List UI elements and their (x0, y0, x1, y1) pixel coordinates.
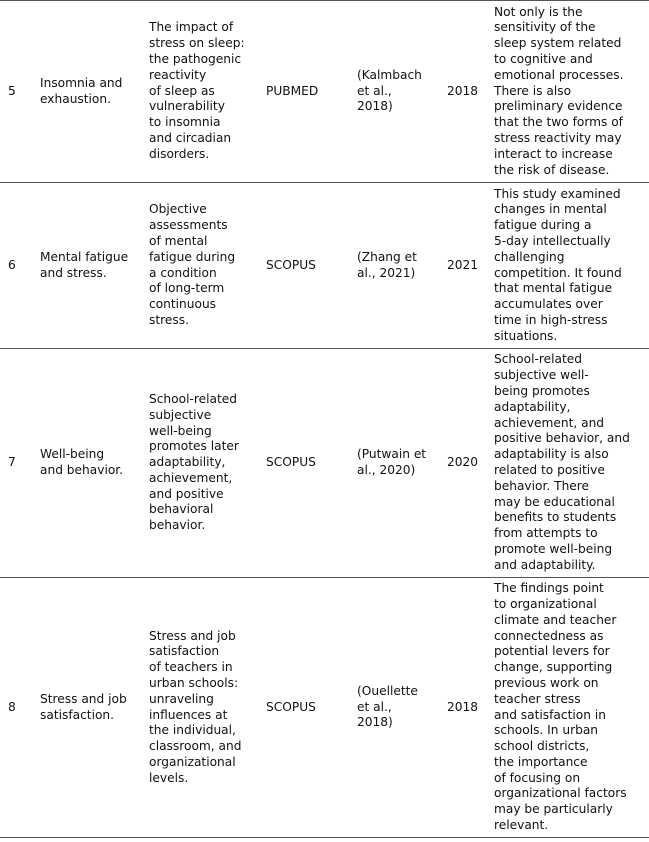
row-year: 2018 (447, 699, 479, 714)
row-database: PUBMED (266, 83, 319, 98)
row-database: SCOPUS (266, 257, 316, 272)
table-row (0, 183, 649, 349)
row-topic: Well-being and behavior. (40, 447, 124, 477)
row-number: 7 (8, 455, 16, 470)
row-topic: Mental fatigue and stress. (40, 249, 129, 280)
table-row (0, 349, 649, 578)
row-year: 2021 (447, 257, 479, 272)
row-reference: (Zhang et al., 2021) (357, 249, 417, 280)
row-number: 8 (8, 699, 16, 714)
row-reference: (Putwain et al., 2020) (357, 447, 427, 477)
row-reference: (Kalmbach et al., 2018) (357, 67, 422, 114)
row-year: 2018 (447, 83, 479, 98)
row-database: SCOPUS (266, 455, 316, 470)
row-number: 6 (8, 257, 16, 272)
row-findings: This study examined changes in mental fatigue during a 5-day intellectually challenging competition. It found that mental fatigue accumulates over time in high-stress situations. (494, 186, 622, 343)
row-findings: The findings point to organizational climate and teacher connectedness as potential levers for change, supporting previous work on teacher stress and satisfaction in schools. In urban school districts, the importance of focusing on organizational factors may be particularly relevant. (494, 581, 627, 833)
row-year: 2020 (447, 455, 479, 470)
row-database: SCOPUS (266, 699, 316, 714)
row-findings: School-related subjective well- being promotes adaptability, achievement, and positive behavior, and adaptability is also related to positive behavior. There may be educational benefits to students from attempts to promote well-being and adaptability. (494, 352, 630, 572)
table-row (0, 1, 649, 183)
row-title: Stress and job satisfaction of teachers in urban schools: unraveling influences at the individual, classroom, and organizational levels. (149, 628, 242, 785)
row-topic: Stress and job satisfaction. (40, 691, 127, 722)
row-title: The impact of stress on sleep: the pathogenic reactivity of sleep as vulnerability to insomnia and circadian disorders. (149, 20, 245, 161)
table-row (0, 578, 649, 838)
row-title: School-related subjective well-being promotes later adaptability, achievement, and positive behavioral behavior. (149, 391, 239, 533)
row-title: Objective assessments of mental fatigue during a condition of long-term continuous stress. (149, 202, 236, 327)
row-number: 5 (8, 83, 16, 98)
row-topic: Insomnia and exhaustion. (40, 75, 123, 106)
row-findings: Not only is the sensitivity of the sleep system related to cognitive and emotional processes. There is also preliminary evidence that the two forms of stress reactivity may interact to increase the risk of disease. (494, 4, 624, 177)
row-reference: (Ouellette et al., 2018) (357, 683, 418, 730)
